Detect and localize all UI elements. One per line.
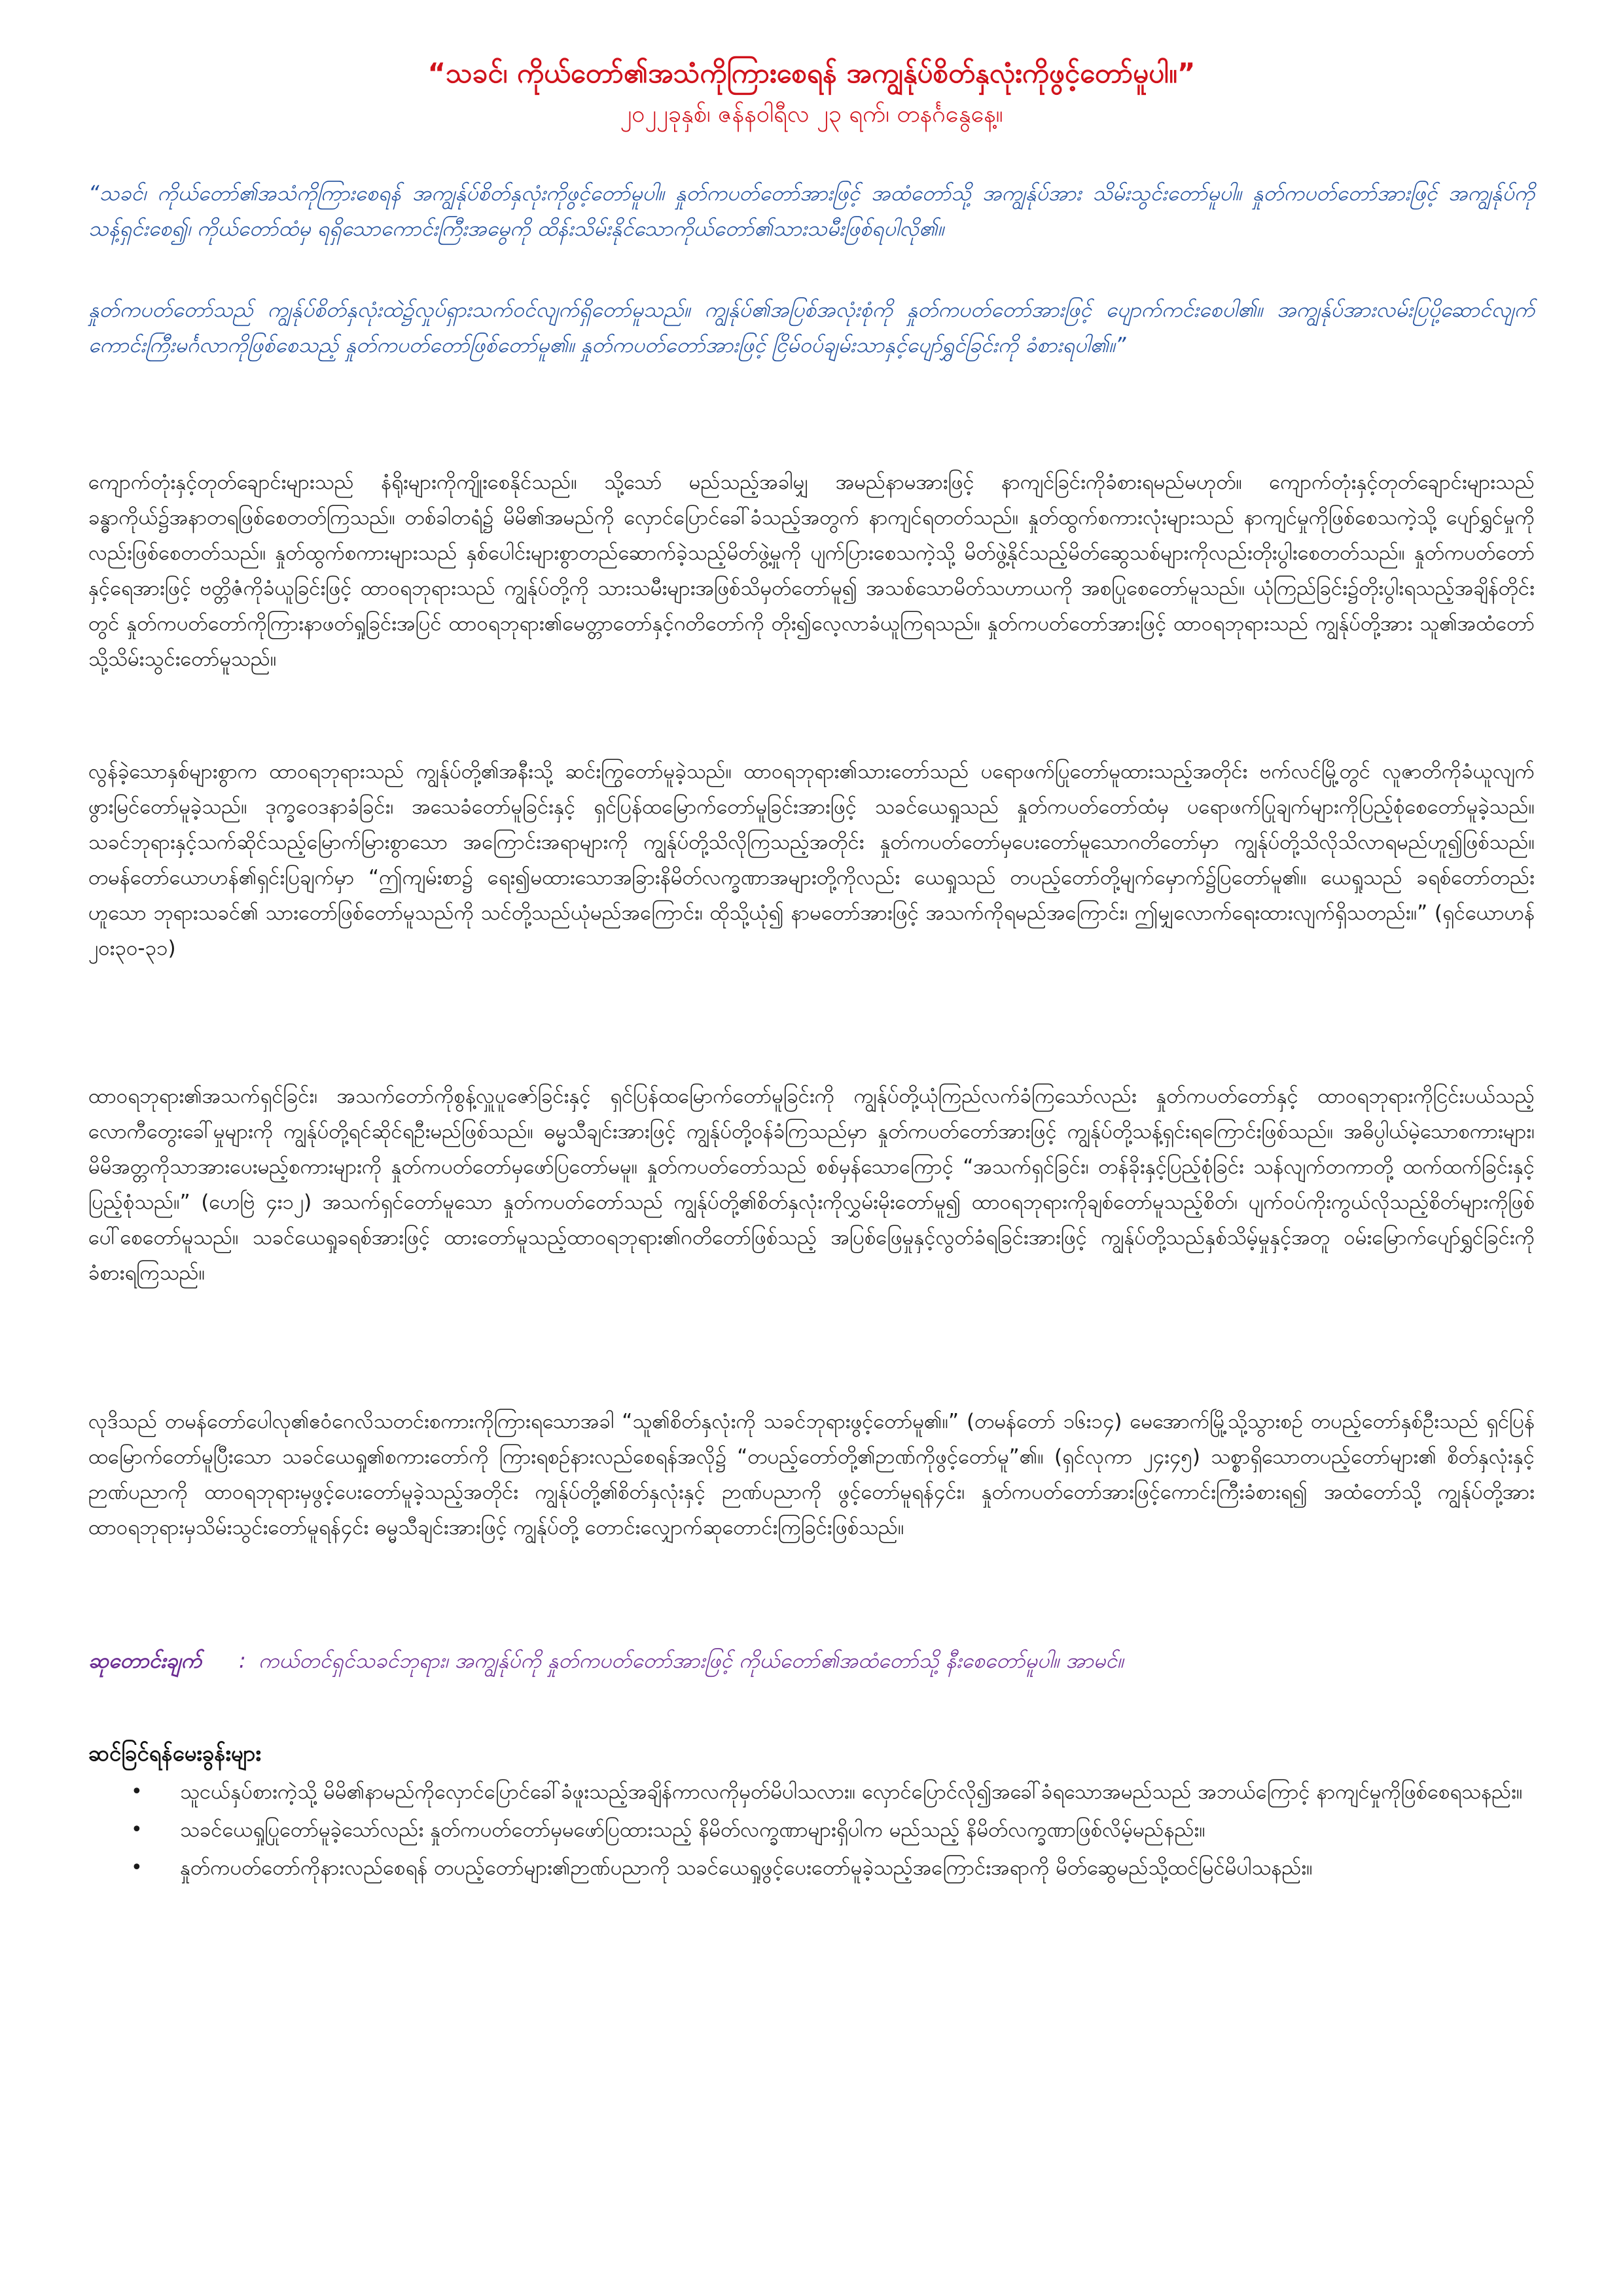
body-paragraph-2: လွန်ခဲ့သောနှစ်များစွာက ထာဝရဘုရားသည် ကျွန်ုပ်တို့၏အနီးသို့ ဆင်းကြွတော်မူခဲ့သည်။ ထာဝရဘုရား၏သားတော်သည် ပရောဖက်ပြုတော်မူထားသည့်အတိုင်း ဗက်လင်မြို့တွင် လူဇာတိကိုခံယူလျက် ဖွားမြင်တော်မူခဲ့သည်။ ဒုက္ခဝေဒနာခံခြင်း၊ အသေခံတော်မူခြင်းနှင့် ရှင်ပြန်ထမြောက်တော်မူခြင်းအားဖြင့် သခင်ယေရှုသည် နှုတ်ကပတ်တော်ထံမှ ပရောဖက်ပြုချက်များကိုပြည့်စုံစေတော်မူခဲ့သည်။ သခင်ဘုရားနှင့်သက်ဆိုင်သည့်မြောက်မြားစွာသော အကြောင်းအရာများကို ကျွန်ုပ်တို့သိလိုကြသည့်အတိုင်း နှုတ်ကပတ်တော်မှပေးတော်မူသောဂတိတော်မှာ ကျွန်ုပ်တို့သိလိုသိလာရမည်ဟူ၍ဖြစ်သည်။ တမန်တော်ယောဟန်၏ရှင်းပြချက်မှာ “ဤကျမ်းစာ၌ ရေး၍မထားသောအခြားနိမိတ်လက္ခဏာအများတို့ကိုလည်း ယေရှုသည် တပည့်တော်တို့မျက်မှောက်၌ပြတော်မူ၏။ ယေရှုသည် ခရစ်တော်တည်းဟူသော ဘုရားသခင်၏ သားတော်ဖြစ်တော်မူသည်ကို သင်တို့သည်ယုံမည်အကြောင်း၊ ထိုသို့ယုံ၍ နာမတော်အားဖြင့် အသက်ကိုရမည်အကြောင်း၊ ဤမျှလောက်ရေးထားလျက်ရှိသတည်း။” (ရှင်ယောဟန် ၂၀း၃၀-၃၁): [88, 760, 1535, 960]
page-date: ၂၀၂၂ခုနှစ်၊ ဇန်နဝါရီလ ၂၃ ရက်၊ တနင်္ဂနွေနေ့။: [620, 101, 1003, 128]
questions-heading: ဆင်ခြင်ရန်မေးခွန်းများ: [88, 1740, 261, 1766]
page-title: “သခင်၊ ကိုယ်တော်၏အသံကိုကြားစေရန် အကျွန်ုပ်စိတ်နှလုံးကိုဖွင့်တော်မူပါ။”: [427, 57, 1196, 89]
question-item: [88, 1813, 1535, 1847]
body-paragraph-3: ထာဝရဘုရား၏အသက်ရှင်ခြင်း၊ အသက်တော်ကိုစွန့်လှူပူဇော်ခြင်းနှင့် ရှင်ပြန်ထမြောက်တော်မူခြင်းကို ကျွန်ုပ်တို့ယုံကြည်လက်ခံကြသော်လည်း နှုတ်ကပတ်တော်နှင့် ထာဝရဘုရားကိုငြင်းပယ်သည့် လောကီတွေးခေါ်မှုများကို ကျွန်ုပ်တို့ရင်ဆိုင်ရဦးမည်ဖြစ်သည်။ ဓမ္မသီချင်းအားဖြင့် ကျွန်ုပ်တို့ဝန်ခံကြသည်မှာ နှုတ်ကပတ်တော်အားဖြင့် ကျွန်ုပ်တို့သန့်ရှင်းရကြောင်းဖြစ်သည်။ အဓိပ္ပါယ်မဲ့သောစကားများ၊ မိမိအတ္တကိုသာအားပေးမည့်စကားများကို နှုတ်ကပတ်တော်မှဖော်ပြတော်မမူ။ နှုတ်ကပတ်တော်သည် စစ်မှန်သောကြောင့် “အသက်ရှင်ခြင်း၊ တန်ခိုးနှင့်ပြည့်စုံခြင်း သန်လျက်တကာတို့ ထက်ထက်ခြင်းနှင့်ပြည့်စုံသည်။” (ဟေဗြဲ ၄း၁၂) အသက်ရှင်တော်မူသော နှုတ်ကပတ်တော်သည် ကျွန်ုပ်တို့၏စိတ်နှလုံးကိုလွှမ်းမိုးတော်မူ၍ ထာဝရဘုရားကိုချစ်တော်မူသည့်စိတ်၊ ပျက်ဝပ်ကိုးကွယ်လိုသည့်စိတ်များကိုဖြစ်ပေါ်စေတော်မူသည်။ သခင်ယေရှုခရစ်အားဖြင့် ထားတော်မူသည့်ထာဝရဘုရား၏ဂတိတော်ဖြစ်သည့် အပြစ်ဖြေမှုနှင့်လွတ်ခံရခြင်းအားဖြင့် ကျွန်ုပ်တို့သည်နှစ်သိမ့်မှုနှင့်အတူ ဝမ်းမြောက်ပျော်ရွှင်ခြင်းကို ခံစားရကြသည်။: [88, 1085, 1535, 1285]
bullet-icon: •: [131, 1818, 143, 1841]
prayer-text: ကယ်တင်ရှင်သခင်ဘုရား၊ အကျွန်ုပ်ကို နှုတ်ကပတ်တော်အားဖြင့် ကိုယ်တော်၏အထံတော်သို့ နီးစေတော်မူပါ။ အာမင်။: [259, 1648, 1124, 1673]
question-text: နှုတ်ကပတ်တော်ကိုနားလည်စေရန် တပည့်တော်များ၏ဉာဏ်ပညာကို သခင်ယေရှုဖွင့်ပေးတော်မူခဲ့သည့်အကြောင်းအရာကို မိတ်ဆွေမည်သို့ထင်မြင်မိပါသနည်း။: [180, 1856, 1313, 1880]
prayer-line: [88, 1643, 1535, 1678]
body-paragraph-1: ကျောက်တုံးနှင့်တုတ်ချောင်းများသည် နံရိုးများကိုကျိုးစေနိုင်သည်။ သို့သော် မည်သည့်အခါမျှ အမည်နာမအားဖြင့် နာကျင်ခြင်းကိုခံစားရမည်မဟုတ်။ ကျောက်တုံးနှင့်တုတ်ချောင်းများသည် ခန္ဓာကိုယ်၌အနာတရဖြစ်စေတတ်ကြသည်။ တစ်ခါတရံ၌ မိမိ၏အမည်ကို လှောင်ပြောင်ခေါ်ခံသည့်အတွက် နာကျင်ရတတ်သည်။ နှုတ်ထွက်စကားလုံးများသည် နာကျင်မှုကိုဖြစ်စေသကဲ့သို့ ပျော်ရွှင်မှုကိုလည်းဖြစ်စေတတ်သည်။ နှုတ်ထွက်စကားများသည် နှစ်ပေါင်းများစွာတည်ဆောက်ခဲ့သည့်မိတ်ဖွဲ့မှုကို ပျက်ပြားစေသကဲ့သို့ မိတ်ဖွဲ့နိုင်သည့်မိတ်ဆွေသစ်များကိုလည်းတိုးပွါးစေတတ်သည်။ နှုတ်ကပတ်တော်နှင့်ရေအားဖြင့် ဗတ္တိဇံကိုခံယူခြင်းဖြင့် ထာဝရဘုရားသည် ကျွန်ုပ်တို့ကို သားသမီးများအဖြစ်သိမှတ်တော်မူ၍ အသစ်သောမိတ်သဟာယကို အစပြုစေတော်မူသည်။ ယုံကြည်ခြင်း၌တိုးပွါးရသည့်အချိန်တိုင်းတွင် နှုတ်ကပတ်တော်ကိုကြားနာဖတ်ရှုခြင်းအပြင် ထာဝရဘုရား၏မေတ္တာတော်နှင့်ဂတိတော်ကို တိုး၍လေ့လာခံယူကြရသည်။ နှုတ်ကပတ်တော်အားဖြင့် ထာဝရဘုရားသည် ကျွန်ုပ်တို့အား သူ၏အထံတော်သို့သိမ်းသွင်းတော်မူသည်။: [88, 471, 1535, 671]
question-text: သူငယ်နှပ်စားကဲ့သို့ မိမိ၏နာမည်ကိုလှောင်ပြောင်ခေါ်ခံဖူးသည့်အချိန်ကာလကိုမှတ်မိပါသလား။ လှောင်ပြောင်လို၍အခေါ်ခံရသောအမည်သည် အဘယ်ကြောင့် နာကျင်မှုကိုဖြစ်စေရသနည်း။: [180, 1780, 1523, 1804]
prayer-label: ဆုတောင်းချက်: [88, 1648, 202, 1673]
question-item: [88, 1851, 1535, 1885]
scripture-paragraph-2: နှုတ်ကပတ်တော်သည် ကျွန်ုပ်စိတ်နှလုံးထဲ၌လှုပ်ရှားသက်ဝင်လျက်ရှိတော်မူသည်။ ကျွန်ုပ်၏အပြစ်အလုံးစုံကို နှုတ်ကပတ်တော်အားဖြင့် ပျောက်ကင်းစေပါ၏။ အကျွန်ုပ်အားလမ်းပြပို့ဆောင်လျက် ကောင်းကြီးမင်္ဂလာကိုဖြစ်စေသည့် နှုတ်ကပတ်တော်ဖြစ်တော်မူ၏။ နှုတ်ကပတ်တော်အားဖြင့် ငြိမ်ဝပ်ချမ်းသာနှင့်ပျော်ရွှင်ခြင်းကို ခံစားရပါ၏။”: [88, 297, 1535, 357]
body-paragraph-4: လုဒိသည် တမန်တော်ပေါလု၏ဧဝံဂေလိသတင်းစကားကိုကြားရသောအခါ “သူ၏စိတ်နှလုံးကို သခင်ဘုရားဖွင့်တော်မူ၏။” (တမန်တော် ၁၆း၁၄) မေအောက်မြို့သို့သွားစဉ် တပည့်တော်နှစ်ဦးသည် ရှင်ပြန်ထမြောက်တော်မူပြီးသော သခင်ယေရှု၏စကားတော်ကို ကြားရစဉ်နားလည်စေရန်အလို၌ “တပည့်တော်တို့၏ဉာဏ်ကိုဖွင့်တော်မူ”၏။ (ရှင်လုကာ ၂၄း၄၅) သစ္စာရှိသောတပည့်တော်များ၏ စိတ်နှလုံးနှင့်ဉာဏ်ပညာကို ထာဝရဘုရားမှဖွင့်ပေးတော်မူခဲ့သည့်အတိုင်း ကျွန်ုပ်တို့၏စိတ်နှလုံးနှင့် ဉာဏ်ပညာကို ဖွင့်တော်မူရန်၄င်း၊ နှုတ်ကပတ်တော်အားဖြင့်ကောင်းကြီးခံစားရ၍ အထံတော်သို့ ကျွန်ုပ်တို့အား ထာဝရဘုရားမှသိမ်းသွင်းတော်မူရန်၄င်း ဓမ္မသီချင်းအားဖြင့် ကျွန်ုပ်တို့ တောင်းလျှောက်ဆုတောင်းကြခြင်းဖြစ်သည်။: [88, 1410, 1535, 1539]
bullet-icon: •: [131, 1856, 143, 1879]
bullet-icon: •: [131, 1780, 143, 1803]
questions-list: [88, 1775, 1535, 1889]
scripture-paragraph-1: “သခင်၊ ကိုယ်တော်၏အသံကိုကြားစေရန် အကျွန်ုပ်စိတ်နှလုံးကိုဖွင့်တော်မူပါ။ နှုတ်ကပတ်တော်အားဖြင့် အထံတော်သို့ အကျွန်ုပ်အား သိမ်းသွင်းတော်မူပါ။ နှုတ်ကပတ်တော်အားဖြင့် အကျွန်ုပ်ကို သန့်ရှင်းစေ၍၊ ကိုယ်တော်ထံမှ ရရှိသောကောင်းကြီးအမွေကို ထိန်းသိမ်းနိုင်သောကိုယ်တော်၏သားသမီးဖြစ်ရပါလို၏။: [88, 181, 1535, 241]
prayer-separator: :: [239, 1648, 246, 1673]
question-item: [88, 1775, 1535, 1809]
question-text: သခင်ယေရှုပြုတော်မူခဲ့သော်လည်း နှုတ်ကပတ်တော်မှမဖော်ပြထားသည့် နိမိတ်လက္ခဏာများရှိပါက မည်သည့် နိမိတ်လက္ခဏာဖြစ်လိမ့်မည်နည်း။: [180, 1818, 1205, 1842]
